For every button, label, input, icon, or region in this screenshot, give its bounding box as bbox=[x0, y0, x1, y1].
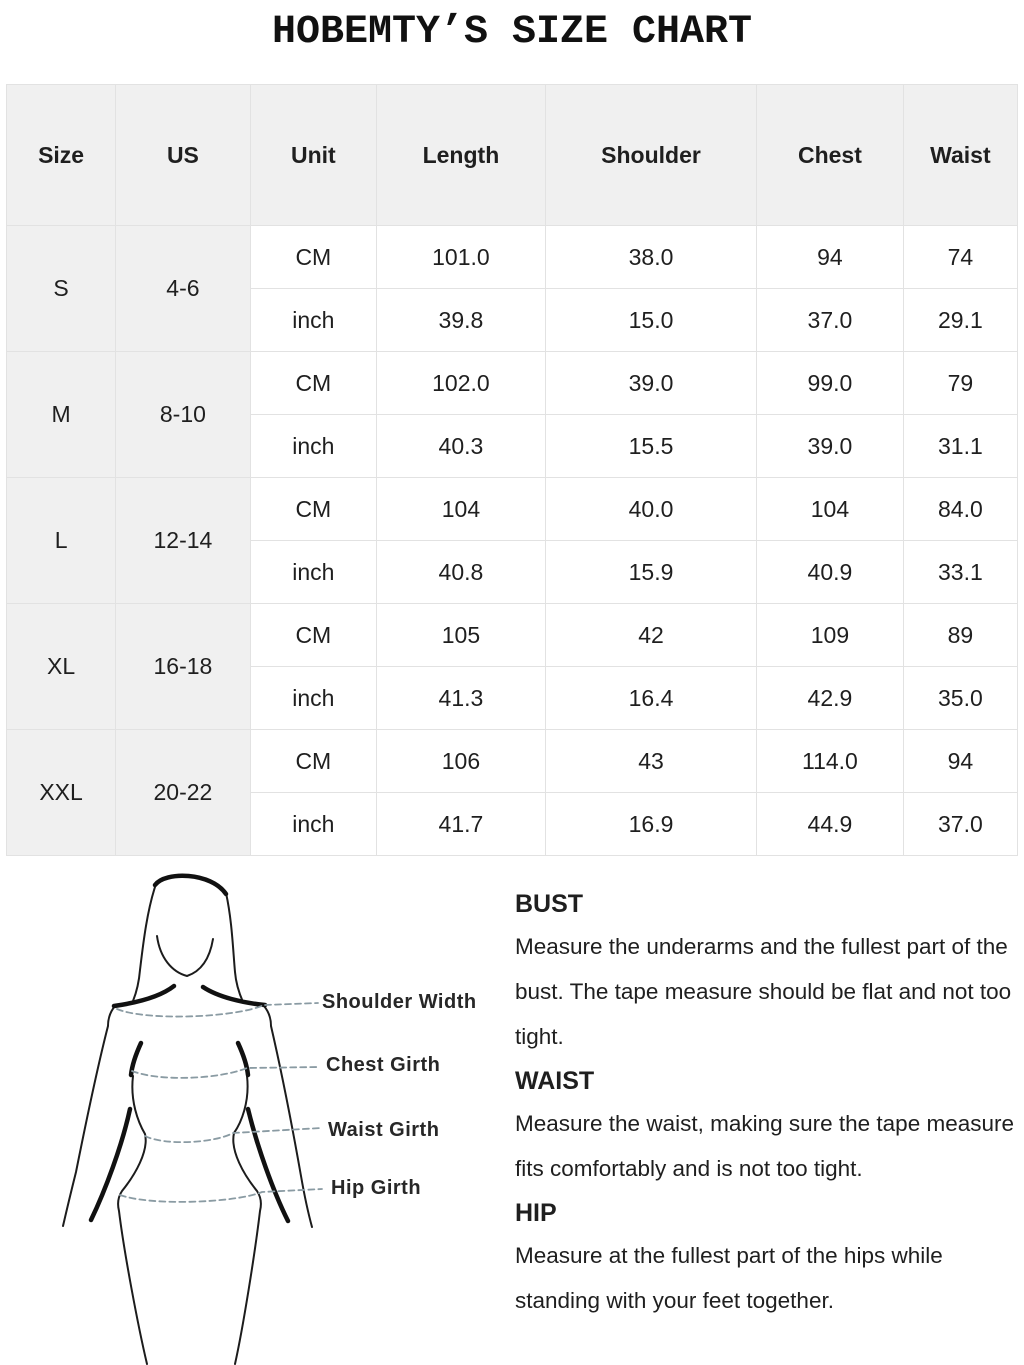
hip-girth-label: Hip Girth bbox=[331, 1177, 422, 1199]
size-table-header-row bbox=[7, 85, 1018, 226]
column-header-size: Size bbox=[7, 85, 116, 226]
measuring-instructions bbox=[515, 884, 1015, 1325]
value-cell: 42 bbox=[545, 604, 756, 667]
value-cell: 94 bbox=[757, 226, 904, 289]
value-cell: 15.0 bbox=[545, 289, 756, 352]
right-inner-arm-stroke bbox=[248, 1109, 288, 1221]
size-cell: S bbox=[7, 226, 116, 352]
value-cell: 101.0 bbox=[377, 226, 546, 289]
torso-right-line bbox=[233, 1076, 261, 1364]
unit-cell: CM bbox=[250, 226, 376, 289]
unit-cell: inch bbox=[250, 415, 376, 478]
value-cell: 104 bbox=[757, 478, 904, 541]
unit-cell: inch bbox=[250, 541, 376, 604]
value-cell: 114.0 bbox=[757, 730, 904, 793]
waist-heading: WAIST bbox=[515, 1067, 595, 1095]
value-cell: 16.9 bbox=[545, 793, 756, 856]
hair-right-line bbox=[226, 893, 243, 1002]
size-table bbox=[6, 84, 1018, 856]
waist-girth-label: Waist Girth bbox=[328, 1119, 440, 1141]
value-cell: 39.0 bbox=[757, 415, 904, 478]
hair-left-line bbox=[133, 884, 156, 1001]
size-cell: XL bbox=[7, 604, 116, 730]
value-cell: 35.0 bbox=[903, 667, 1017, 730]
hip-heading: HIP bbox=[515, 1199, 557, 1227]
value-cell: 94 bbox=[903, 730, 1017, 793]
table-row-l-cm bbox=[7, 478, 1018, 541]
value-cell: 40.0 bbox=[545, 478, 756, 541]
column-header-us: US bbox=[116, 85, 250, 226]
size-table-body bbox=[7, 226, 1018, 856]
size-cell: M bbox=[7, 352, 116, 478]
table-row-xl-cm bbox=[7, 604, 1018, 667]
value-cell: 38.0 bbox=[545, 226, 756, 289]
unit-cell: CM bbox=[250, 604, 376, 667]
value-cell: 15.9 bbox=[545, 541, 756, 604]
size-cell: XXL bbox=[7, 730, 116, 856]
column-header-length: Length bbox=[377, 85, 546, 226]
value-cell: 39.0 bbox=[545, 352, 756, 415]
value-cell: 15.5 bbox=[545, 415, 756, 478]
us-cell: 20-22 bbox=[116, 730, 250, 856]
unit-cell: inch bbox=[250, 289, 376, 352]
unit-cell: CM bbox=[250, 478, 376, 541]
waist-text: Measure the waist, making sure the tape measure fits comfortably and is not too tight. bbox=[515, 1111, 1014, 1181]
value-cell: 42.9 bbox=[757, 667, 904, 730]
value-cell: 41.7 bbox=[377, 793, 546, 856]
value-cell: 16.4 bbox=[545, 667, 756, 730]
column-header-unit: Unit bbox=[250, 85, 376, 226]
shoulder-width-dash-line bbox=[117, 1003, 318, 1017]
unit-cell: CM bbox=[250, 352, 376, 415]
left-bust-stroke bbox=[131, 1043, 141, 1075]
unit-cell: CM bbox=[250, 730, 376, 793]
value-cell: 33.1 bbox=[903, 541, 1017, 604]
column-header-shoulder: Shoulder bbox=[545, 85, 756, 226]
value-cell: 37.0 bbox=[757, 289, 904, 352]
table-row-s-cm bbox=[7, 226, 1018, 289]
hip-girth-dash-line bbox=[120, 1189, 322, 1202]
us-cell: 12-14 bbox=[116, 478, 250, 604]
value-cell: 74 bbox=[903, 226, 1017, 289]
column-header-waist: Waist bbox=[903, 85, 1017, 226]
unit-cell: inch bbox=[250, 793, 376, 856]
value-cell: 99.0 bbox=[757, 352, 904, 415]
value-cell: 43 bbox=[545, 730, 756, 793]
unit-cell: inch bbox=[250, 667, 376, 730]
table-row-m-cm bbox=[7, 352, 1018, 415]
hair-crown-stroke bbox=[155, 876, 226, 894]
us-cell: 16-18 bbox=[116, 604, 250, 730]
us-cell: 8-10 bbox=[116, 352, 250, 478]
hip-text: Measure at the fullest part of the hips while standing with your feet together. bbox=[515, 1243, 943, 1313]
value-cell: 41.3 bbox=[377, 667, 546, 730]
bust-text: Measure the underarms and the fullest part of the bust. The tape measure should be flat and not too tight. bbox=[515, 934, 1012, 1049]
page-title: HOBEMTY’S SIZE CHART bbox=[271, 10, 753, 55]
right-shoulder-stroke bbox=[203, 987, 265, 1005]
value-cell: 39.8 bbox=[377, 289, 546, 352]
size-cell: L bbox=[7, 478, 116, 604]
bust-heading: BUST bbox=[515, 890, 584, 918]
value-cell: 89 bbox=[903, 604, 1017, 667]
value-cell: 29.1 bbox=[903, 289, 1017, 352]
table-row-xxl-cm bbox=[7, 730, 1018, 793]
chest-girth-label: Chest Girth bbox=[326, 1054, 441, 1076]
column-header-chest: Chest bbox=[757, 85, 904, 226]
value-cell: 37.0 bbox=[903, 793, 1017, 856]
value-cell: 104 bbox=[377, 478, 546, 541]
face-line bbox=[157, 936, 213, 976]
body-figure-illustration bbox=[0, 860, 500, 1365]
value-cell: 44.9 bbox=[757, 793, 904, 856]
value-cell: 40.3 bbox=[377, 415, 546, 478]
value-cell: 102.0 bbox=[377, 352, 546, 415]
value-cell: 84.0 bbox=[903, 478, 1017, 541]
left-inner-arm-stroke bbox=[91, 1109, 130, 1220]
value-cell: 105 bbox=[377, 604, 546, 667]
left-arm-outer-line bbox=[63, 1006, 115, 1226]
left-shoulder-stroke bbox=[114, 986, 174, 1006]
value-cell: 40.8 bbox=[377, 541, 546, 604]
value-cell: 40.9 bbox=[757, 541, 904, 604]
right-arm-outer-line bbox=[264, 1006, 312, 1227]
value-cell: 31.1 bbox=[903, 415, 1017, 478]
chest-girth-dash-line bbox=[132, 1067, 320, 1078]
shoulder-width-label: Shoulder Width bbox=[322, 991, 477, 1013]
value-cell: 79 bbox=[903, 352, 1017, 415]
value-cell: 106 bbox=[377, 730, 546, 793]
us-cell: 4-6 bbox=[116, 226, 250, 352]
value-cell: 109 bbox=[757, 604, 904, 667]
torso-left-line bbox=[118, 1076, 147, 1364]
